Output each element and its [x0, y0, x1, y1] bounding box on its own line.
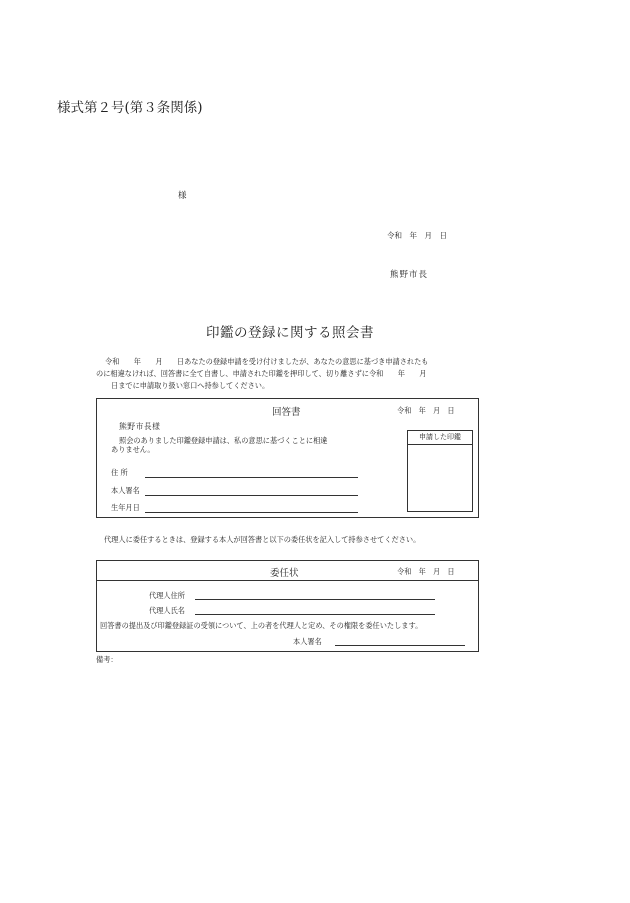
agent-name-field[interactable]: [195, 614, 435, 615]
agent-address-label: 代理人住所: [149, 591, 185, 600]
agent-name-label: 代理人氏名: [149, 606, 185, 615]
intro-line-1: 令和 年 月 日あなたの登録申請を受け付けましたが、あなたの意思に基づき申請されたも: [105, 357, 429, 366]
document-title: 印鑑の登録に関する照会書: [206, 325, 374, 341]
reply-statement-line-2: ありません。: [111, 445, 155, 454]
seal-impression-box[interactable]: [407, 430, 473, 512]
signature-field[interactable]: [145, 495, 358, 496]
proxy-heading: 委任状: [270, 568, 299, 579]
issuer-name: 熊野市長: [390, 270, 429, 280]
issue-date: 令和 年 月 日: [387, 231, 447, 240]
signature-label: 本人署名: [111, 486, 140, 495]
reply-addressee: 熊野市長様: [119, 422, 161, 431]
form-number: 様式第２号(第３条関係): [57, 100, 203, 116]
birthdate-label: 生年月日: [111, 503, 140, 512]
reply-heading: 回答書: [272, 407, 301, 418]
seal-impression-label: 申請した印鑑: [408, 431, 472, 445]
proxy-signature-label: 本人署名: [293, 637, 322, 646]
proxy-note: 代理人に委任するときは、登録する本人が回答書と以下の委任状を記入して持参させてください。: [104, 535, 421, 544]
agent-address-field[interactable]: [195, 599, 435, 600]
intro-line-2: のに相違なければ、回答書に全て自書し、申請された印鑑を押印して、切り離さずに令和 年 月: [96, 369, 427, 378]
proxy-heading-divider: [97, 580, 478, 581]
delegation-text: 回答書の提出及び印鑑登録証の受領について、上の者を代理人と定め、その権限を委任いたします。: [100, 621, 423, 630]
addressee-honorific: 様: [178, 191, 187, 201]
remarks-label: 備考：: [96, 655, 118, 664]
intro-line-3: 日までに申請取り扱い窓口へ持参してください。: [111, 381, 270, 390]
reply-date: 令和 年 月 日: [397, 406, 455, 415]
proxy-signature-field[interactable]: [335, 645, 465, 646]
proxy-date: 令和 年 月 日: [397, 567, 455, 576]
reply-statement-line-1: 照会のありました印鑑登録申請は、私の意思に基づくことに相違: [119, 436, 328, 445]
address-label: 住 所: [111, 468, 128, 477]
address-field[interactable]: [145, 477, 358, 478]
birthdate-field[interactable]: [145, 512, 358, 513]
reply-form: [96, 398, 479, 518]
proxy-form: [96, 560, 479, 652]
